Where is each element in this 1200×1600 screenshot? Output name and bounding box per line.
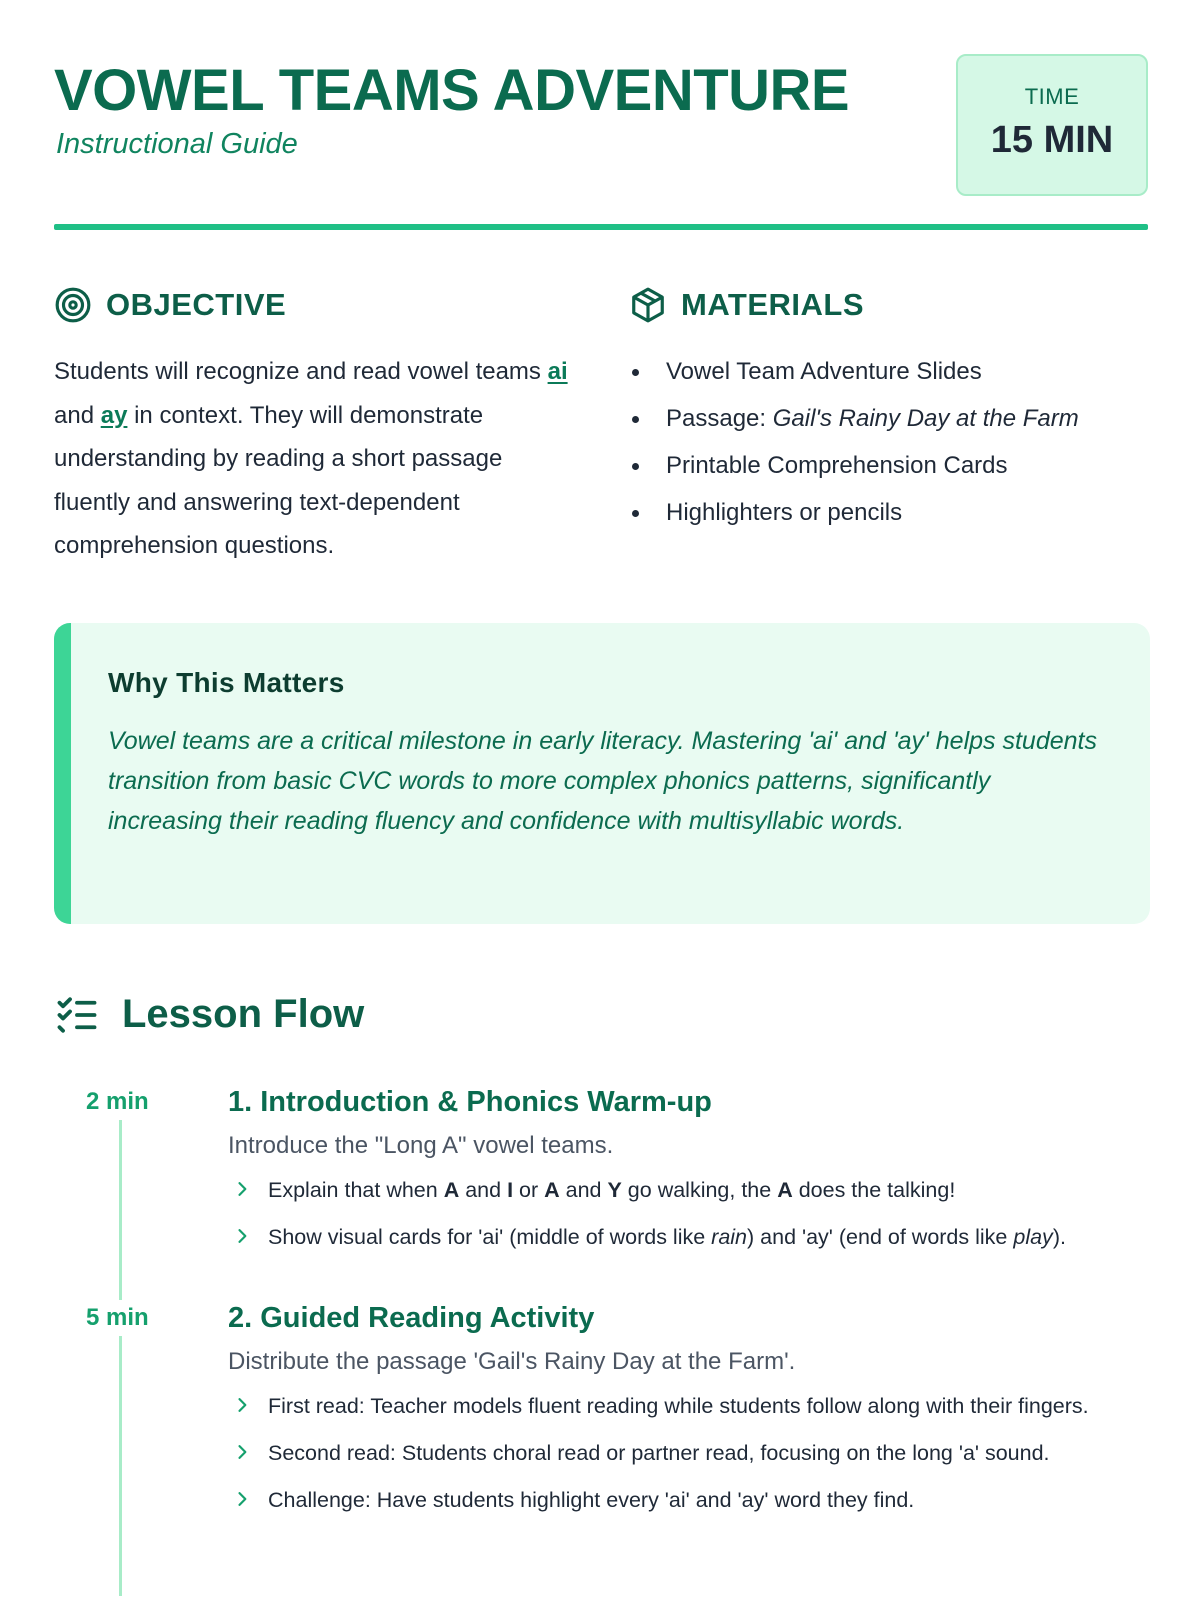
vowel-team-ay: ay (100, 401, 128, 429)
chevron-right-icon (232, 1442, 252, 1462)
step-bullets (228, 1174, 1154, 1254)
step-bullet (228, 1390, 1154, 1423)
bullet-text: go walking, the (621, 1178, 778, 1202)
checklist-icon (56, 994, 98, 1036)
page-title: VOWEL TEAMS ADVENTURE (54, 58, 850, 123)
step-duration: 5 min (86, 1304, 149, 1331)
material-text: Printable Comprehension Cards (666, 452, 1008, 479)
chevron-right-icon (232, 1179, 252, 1199)
objective-text-start: Students will recognize and read vowel teams (54, 358, 548, 385)
objective-text-end: in context. They will demonstrate understanding by reading a short passage fluently and answering text-dependent comprehension questions. (54, 401, 503, 559)
material-passage-title: Gail's Rainy Day at the Farm (772, 405, 1079, 432)
step-body (228, 1082, 1154, 1254)
bullet-text: First read: Teacher models fluent reading while students follow along with their fingers. (268, 1394, 1089, 1418)
time-badge (956, 54, 1148, 196)
chevron-right-icon (232, 1489, 252, 1509)
bullet-emphasis: I (507, 1178, 514, 1202)
bullet-text: and (459, 1178, 508, 1202)
step-title: 2. Guided Reading Activity (228, 1302, 595, 1334)
bullet-text: ) and 'ay' (end of words like (747, 1225, 1014, 1249)
lesson-flow-label: Lesson Flow (122, 992, 365, 1036)
step-description: Distribute the passage 'Gail's Rainy Day at the Farm'. (228, 1348, 796, 1375)
material-text: Passage: (666, 405, 773, 432)
timeline-connector (119, 1120, 122, 1300)
bullet-emphasis: A (777, 1178, 793, 1202)
vowel-team-ai: ai (547, 358, 568, 385)
bullet-text: Challenge: Have students highlight every 'ai' and 'ay' word they find. (268, 1488, 915, 1512)
chevron-right-icon (232, 1395, 252, 1415)
timeline-connector (119, 1336, 122, 1596)
bullet-emphasis: Y (607, 1178, 622, 1202)
why-this-matters-callout (54, 623, 1150, 924)
lesson-timeline (54, 1082, 1154, 1531)
bullet-text: and (559, 1178, 608, 1202)
bullet-example-word: play (1013, 1225, 1053, 1249)
step-bullet (228, 1437, 1154, 1470)
time-value: 15 MIN (990, 119, 1114, 161)
material-text: Highlighters or pencils (666, 499, 903, 526)
material-item (629, 348, 1149, 395)
bullet-text: does the talking! (792, 1178, 956, 1202)
step-duration: 2 min (86, 1088, 149, 1115)
materials-heading-label: MATERIALS (681, 287, 865, 322)
header-divider (54, 224, 1148, 230)
material-item (629, 442, 1149, 489)
lesson-step (54, 1298, 1154, 1517)
time-label: TIME (1024, 84, 1080, 109)
box-icon (629, 286, 667, 324)
material-text: Vowel Team Adventure Slides (666, 358, 982, 385)
bullet-example-word: rain (711, 1225, 748, 1249)
objective-heading (54, 286, 286, 324)
objective-heading-label: OBJECTIVE (106, 287, 287, 322)
materials-list (629, 348, 1149, 536)
lesson-step (54, 1082, 1154, 1254)
step-bullets (228, 1390, 1154, 1517)
step-body (228, 1298, 1154, 1517)
bullet-emphasis: A (544, 1178, 560, 1202)
target-icon (54, 286, 92, 324)
step-bullet (228, 1484, 1154, 1517)
objective-text-and: and (54, 401, 101, 429)
objective-text (54, 350, 584, 568)
bullet-text: Second read: Students choral read or partner read, focusing on the long 'a' sound. (268, 1441, 1050, 1465)
page-subtitle: Instructional Guide (56, 128, 298, 160)
material-item (629, 395, 1149, 442)
step-bullet (228, 1221, 1154, 1254)
step-title: 1. Introduction & Phonics Warm-up (228, 1086, 712, 1118)
page-header (54, 52, 1148, 232)
step-bullet (228, 1174, 1154, 1207)
bullet-text: Show visual cards for 'ai' (middle of words like (268, 1225, 712, 1249)
material-item (629, 489, 1149, 536)
materials-heading (629, 286, 864, 324)
why-heading: Why This Matters (108, 667, 345, 698)
bullet-text: or (513, 1178, 545, 1202)
lesson-flow-heading (56, 992, 364, 1037)
bullet-text: Explain that when (268, 1178, 444, 1202)
step-description: Introduce the "Long A" vowel teams. (228, 1132, 614, 1159)
bullet-emphasis: A (443, 1178, 460, 1202)
why-text: Vowel teams are a critical milestone in early literacy. Mastering 'ai' and 'ay' helps students transition from basic CVC words to more complex phonics patterns, significantly increasing their reading fluency and confidence with multisyllabic words. (108, 727, 1097, 835)
chevron-right-icon (232, 1226, 252, 1246)
bullet-text: ). (1052, 1225, 1066, 1249)
